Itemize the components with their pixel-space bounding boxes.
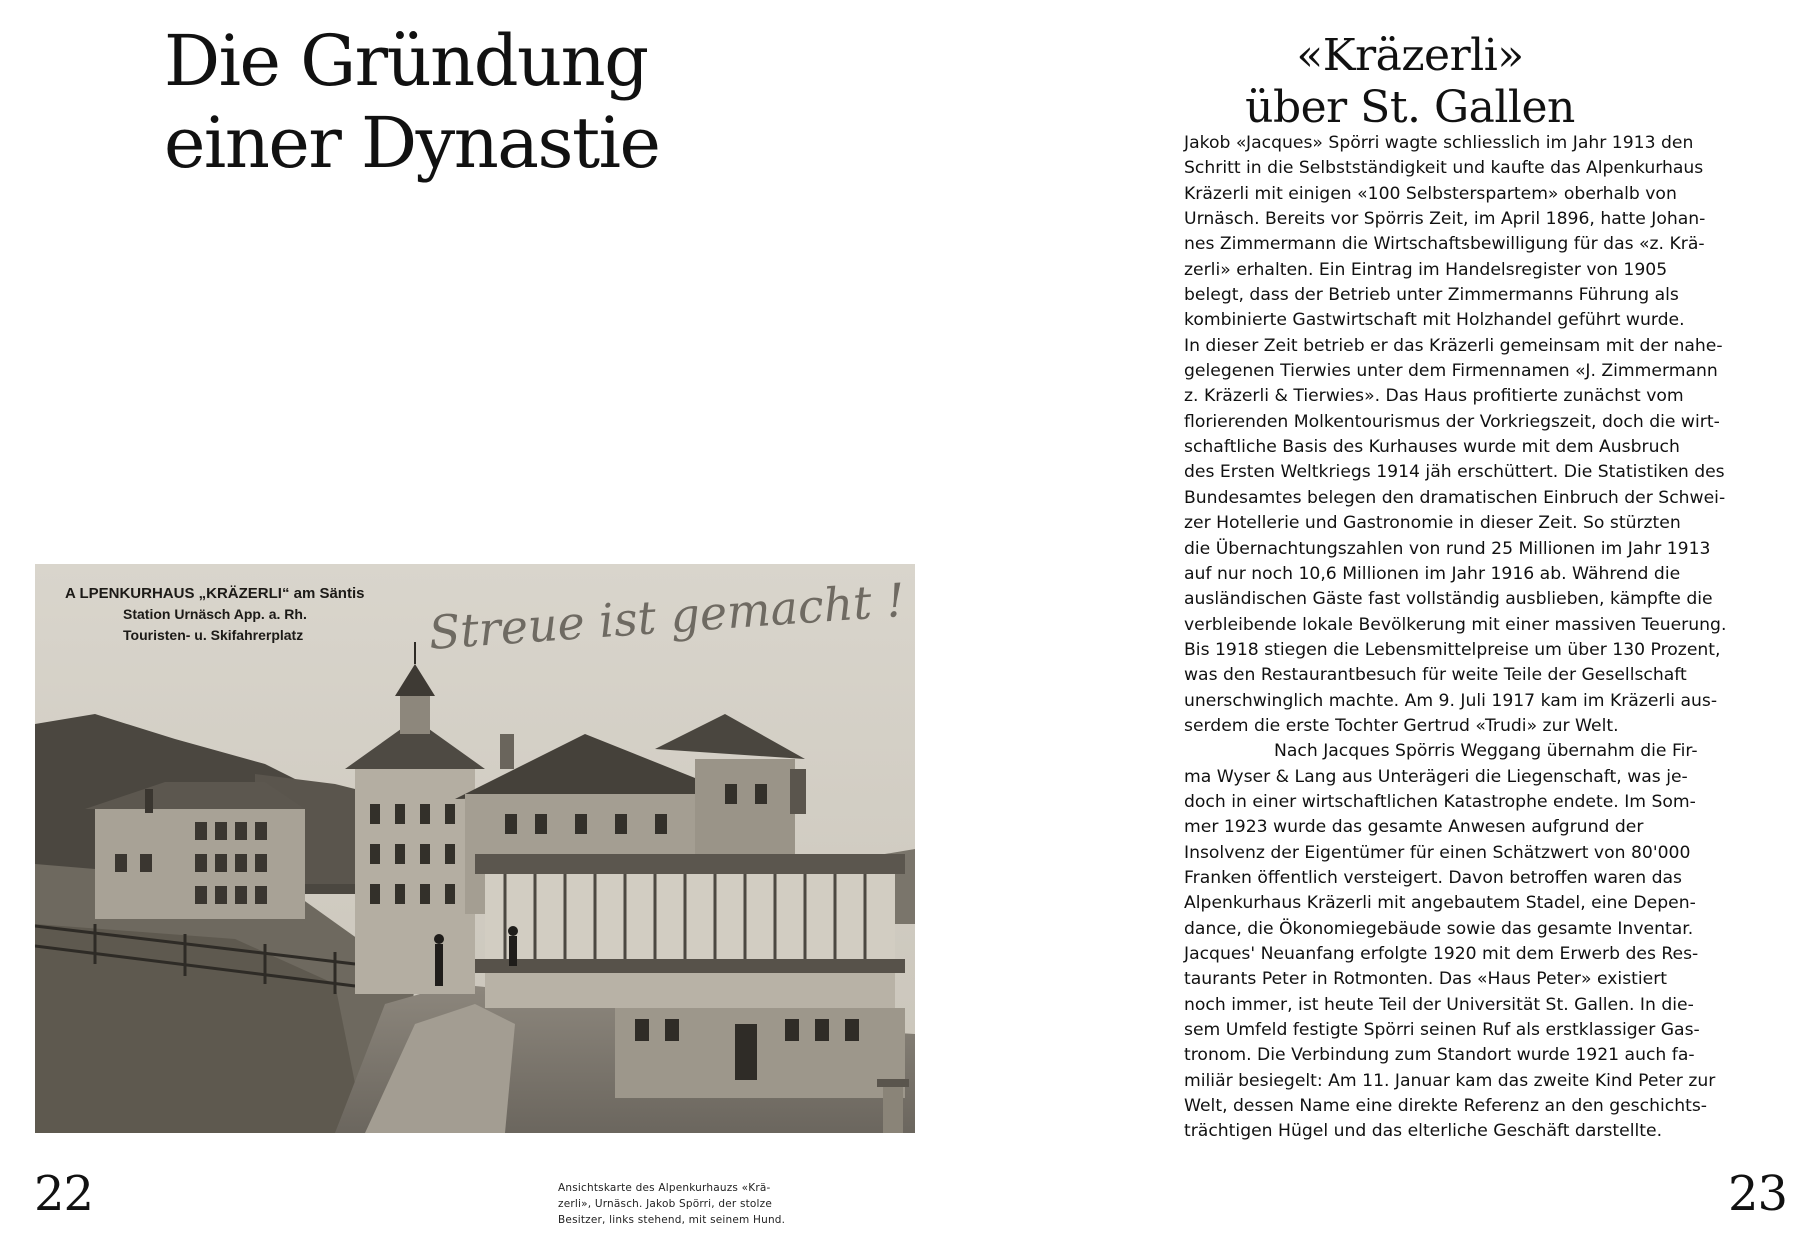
body-text bbox=[1184, 131, 1809, 1145]
body-line: zerli» erhalten. Ein Eintrag im Handelsregister von 1905 bbox=[1184, 259, 1668, 280]
postcard-header-line: Touristen- u. Skifahrerplatz bbox=[123, 627, 304, 643]
body-line: ausländischen Gäste fast vollständig ausblieben, kämpfte die bbox=[1184, 589, 1713, 610]
chapter-title bbox=[164, 20, 659, 184]
body-line: nes Zimmermann die Wirtschaftsbewilligung für das «z. Krä- bbox=[1184, 234, 1705, 255]
body-line: miliär besiegelt: Am 11. Januar kam das zweite Kind Peter zur bbox=[1184, 1070, 1716, 1091]
section-title-line: «Kräzerli» bbox=[1296, 30, 1524, 81]
body-line: taurants Peter in Rotmonten. Das «Haus Peter» existiert bbox=[1184, 969, 1668, 990]
body-line: Bis 1918 stiegen die Lebensmittelpreise um über 130 Prozent, bbox=[1184, 639, 1721, 660]
chapter-title-line: einer Dynastie bbox=[164, 102, 660, 184]
body-line: ma Wyser & Lang aus Unterägeri die Liegenschaft, was je- bbox=[1184, 766, 1688, 787]
body-line: Bundesamtes belegen den dramatischen Einbruch der Schwei- bbox=[1184, 487, 1726, 508]
body-line: tronom. Die Verbindung zum Standort wurde 1921 auch fa- bbox=[1184, 1045, 1695, 1066]
postcard-header-line: Station Urnäsch App. a. Rh. bbox=[123, 606, 307, 622]
body-line: sem Umfeld festigte Spörri seinen Ruf als erstklassiger Gas- bbox=[1184, 1020, 1700, 1041]
caption-line: Ansichtskarte des Alpenkurhauzs «Krä- bbox=[558, 1182, 771, 1194]
body-line: Jacques' Neuanfang erfolgte 1920 mit dem Erwerb des Res- bbox=[1184, 944, 1699, 964]
body-line: mer 1923 wurde das gesamte Anwesen aufgrund der bbox=[1184, 817, 1644, 838]
body-line: unerschwinglich machte. Am 9. Juli 1917 kam im Kräzerli aus- bbox=[1184, 690, 1718, 711]
body-line: z. Kräzerli & Tierwies». Das Haus profitierte zunächst vom bbox=[1184, 386, 1684, 407]
body-line: trächtigen Hügel und das elterliche Geschäft darstellte. bbox=[1184, 1121, 1663, 1142]
page-number-right: 23 bbox=[1728, 1166, 1788, 1222]
historic-postcard-photo bbox=[35, 564, 915, 1133]
body-line: Alpenkurhaus Kräzerli mit angebautem Stadel, eine Depen- bbox=[1184, 893, 1696, 914]
caption-line: zerli», Urnäsch. Jakob Spörri, der stolze bbox=[558, 1198, 773, 1210]
body-line: In dieser Zeit betrieb er das Kräzerli gemeinsam mit der nahe- bbox=[1184, 335, 1723, 356]
photo-caption bbox=[558, 1180, 858, 1228]
body-line: Franken öffentlich versteigert. Davon betroffen waren das bbox=[1184, 867, 1683, 888]
body-line: zer Hotellerie und Gastronomie in dieser Zeit. So stürzten bbox=[1184, 513, 1681, 534]
body-line: noch immer, ist heute Teil der Universität St. Gallen. In die- bbox=[1184, 994, 1694, 1015]
body-paragraph bbox=[1184, 739, 1809, 1145]
body-line: was den Restaurantbesuch für weite Teile der Gesellschaft bbox=[1184, 665, 1687, 686]
body-line: Insolvenz der Eigentümer für einen Schätzwert von 80'000 bbox=[1184, 842, 1691, 863]
body-line: florierenden Molkentourismus der Vorkriegszeit, doch die wirt- bbox=[1184, 411, 1720, 432]
caption-line: Besitzer, links stehend, mit seinem Hund. bbox=[558, 1214, 786, 1226]
postcard-header-line: A LPENKURHAUS „KRÄZERLI“ am Säntis bbox=[65, 585, 365, 602]
section-title bbox=[1180, 30, 1640, 134]
body-line: Urnäsch. Bereits vor Spörris Zeit, im April 1896, hatte Johan- bbox=[1184, 209, 1706, 230]
handwritten-note: Streue ist gemacht ! bbox=[427, 572, 907, 660]
body-line: doch in einer wirtschaftlichen Katastrophe endete. Im Som- bbox=[1184, 791, 1696, 812]
section-title-line: über St. Gallen bbox=[1245, 82, 1575, 133]
body-paragraph bbox=[1184, 334, 1809, 740]
body-line: gelegenen Tierwies unter dem Firmennamen «J. Zimmermann bbox=[1184, 361, 1718, 382]
body-line: serdem die erste Tochter Gertrud «Trudi» zur Welt. bbox=[1184, 715, 1619, 736]
chapter-title-line: Die Gründung bbox=[164, 20, 648, 102]
body-line: die Übernachtungszahlen von rund 25 Millionen im Jahr 1913 bbox=[1184, 538, 1711, 559]
body-line: dance, die Ökonomiegebäude sowie das gesamte Inventar. bbox=[1184, 918, 1694, 939]
body-line: Schritt in die Selbstständigkeit und kaufte das Alpenkurhaus bbox=[1184, 158, 1704, 179]
body-line: verbleibende lokale Bevölkerung mit einer massiven Teuerung. bbox=[1184, 614, 1727, 635]
body-line: schaftliche Basis des Kurhauses wurde mit dem Ausbruch bbox=[1184, 437, 1680, 458]
body-paragraph bbox=[1184, 131, 1809, 334]
body-line: Jakob «Jacques» Spörri wagte schliesslich im Jahr 1913 den bbox=[1184, 133, 1694, 153]
body-line: Welt, dessen Name eine direkte Referenz an den geschichts- bbox=[1184, 1096, 1707, 1117]
body-line: des Ersten Weltkriegs 1914 jäh erschüttert. Die Statistiken des bbox=[1184, 462, 1725, 483]
body-line: belegt, dass der Betrieb unter Zimmermanns Führung als bbox=[1184, 285, 1679, 306]
body-line: Kräzerli mit einigen «100 Selbsterspartem» oberhalb von bbox=[1184, 183, 1677, 204]
page-number-left: 22 bbox=[34, 1166, 94, 1222]
body-line: Nach Jacques Spörris Weggang übernahm die Fir- bbox=[1274, 741, 1698, 762]
body-line: auf nur noch 10,6 Millionen im Jahr 1916 ab. Während die bbox=[1184, 563, 1681, 584]
body-line: kombinierte Gastwirtschaft mit Holzhandel geführt wurde. bbox=[1184, 310, 1685, 331]
